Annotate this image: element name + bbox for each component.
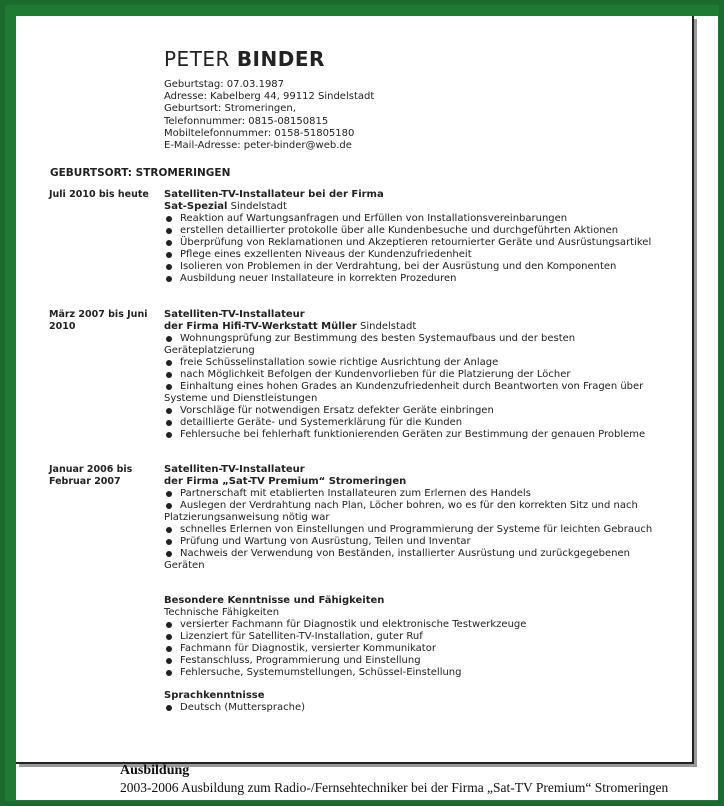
skills-heading: Besondere Kenntnisse und Fähigkeiten	[164, 595, 385, 606]
list-item: Ausbildung neuer Installateure in korrekten Prozeduren	[164, 273, 654, 285]
first-name: PETER	[164, 47, 230, 71]
resume-sheet	[16, 16, 694, 764]
list-item: Fachmann für Diagnostik, versierter Kommunikator	[164, 643, 654, 655]
job-body	[164, 309, 654, 441]
contact-phone: Telefonnummer: 0815-08150815	[164, 115, 329, 127]
list-item: erstellen detaillierter protokolle über alle Kundenbesuche und durchgeführten Aktionen	[164, 225, 654, 237]
job-date: Juli 2010 bis heute	[49, 189, 149, 200]
skills-subheading: Technische Fähigkeiten	[164, 607, 280, 618]
list-item: Vorschläge für notwendigen Ersatz defekter Geräte einbringen	[164, 405, 654, 417]
list-item: Auslegen der Verdrahtung nach Plan, Löcher bohren, wo es für den korrekten Sitz und nach Platzierungsanweisung nötig war	[164, 500, 654, 524]
list-item: Reaktion auf Wartungsanfragen und Erfüllen von Installationsvereinbarungen	[164, 213, 654, 225]
job-date: März 2007 bis Juni 2010	[49, 309, 148, 332]
contact-address: Adresse: Kabelberg 44, 99112 Sindelstadt	[164, 91, 375, 103]
section-heading: GEBURTSORT: STROMERINGEN	[50, 167, 231, 179]
list-item: Partnerschaft mit etablierten Installateuren zum Erlernen des Handels	[164, 488, 654, 500]
last-name: BINDER	[236, 47, 325, 71]
list-item: Wohnungsprüfung zur Bestimmung des besten Systemaufbaus und der besten Geräteplatzierung	[164, 333, 654, 357]
languages-heading: Sprachkenntnisse	[164, 690, 265, 701]
list-item: Prüfung und Wartung von Ausrüstung, Teilen und Inventar	[164, 536, 654, 548]
list-item: Festanschluss, Programmierung und Einstellung	[164, 655, 654, 667]
job-date: Januar 2006 bis Februar 2007	[49, 464, 133, 487]
languages-body	[164, 690, 654, 714]
company-city: Sindelstadt	[227, 201, 287, 212]
resume-name	[164, 47, 325, 71]
list-item: Fehlersuche, Systemumstellungen, Schüssel-Einstellung	[164, 667, 654, 679]
company-name: der Firma Hifi-TV-Werkstatt Müller	[164, 321, 357, 332]
company-name: der Firma „Sat-TV Premium“ Stromeringen	[164, 476, 407, 487]
list-item: Lizenziert für Satelliten-TV-Installation, guter Ruf	[164, 631, 654, 643]
company-city: Sindelstadt	[356, 321, 417, 332]
education-heading: Ausbildung	[120, 763, 190, 778]
education-line: 2003-2006 Ausbildung zum Radio-/Fernsehtechniker bei der Firma „Sat-TV Premium“ Stromeringen	[120, 780, 669, 795]
list-item: Einhaltung eines hohen Grades an Kundenzufriedenheit durch Beantworten von Fragen über Systeme und Dienstleistungen	[164, 381, 654, 405]
contact-block	[164, 79, 374, 152]
list-item: detaillierte Geräte- und Systemerklärung für die Kunden	[164, 417, 654, 429]
document-page	[16, 16, 718, 800]
job-company	[164, 201, 654, 213]
job-company	[164, 476, 654, 488]
contact-birthplace: Geburtsort: Stromeringen,	[164, 103, 296, 115]
list-item: versierter Fachmann für Diagnostik und elektronische Testwerkzeuge	[164, 619, 654, 631]
contact-email: E-Mail-Adresse: peter-binder@web.de	[164, 140, 352, 152]
languages-bullets	[164, 702, 654, 714]
skills-body	[164, 595, 654, 679]
job-title: Satelliten-TV-Installateur	[164, 309, 305, 320]
job-body	[164, 464, 654, 572]
list-item: Pflege eines exzellenten Niveaus der Kundenzufriedenheit	[164, 249, 654, 261]
job-title: Satelliten-TV-Installateur	[164, 464, 305, 475]
job-body	[164, 189, 654, 285]
contact-birthday: Geburtstag: 07.03.1987	[164, 79, 285, 90]
list-item: Nachweis der Verwendung von Beständen, installierter Ausrüstung und zurückgegebenen Geräten	[164, 548, 654, 572]
job-bullets	[164, 213, 654, 285]
list-item: Überprüfung von Reklamationen und Akzeptieren retournierter Geräte und Ausrüstungsartikel	[164, 237, 654, 249]
job-bullets	[164, 488, 654, 572]
job-bullets	[164, 333, 654, 441]
job-company	[164, 321, 654, 333]
list-item: schnelles Erlernen von Einstellungen und Programmierung der Systeme für leichten Gebrauch	[164, 524, 654, 536]
page-frame	[5, 5, 719, 801]
company-name: Sat-Spezial	[164, 201, 228, 212]
skills-bullets	[164, 619, 654, 679]
list-item: nach Möglichkeit Befolgen der Kundenvorlieben für die Platzierung der Löcher	[164, 369, 654, 381]
list-item: Isolieren von Problemen in der Verdrahtung, bei der Ausrüstung und den Komponenten	[164, 261, 654, 273]
job-title: Satelliten-TV-Installateur bei der Firma	[164, 189, 384, 200]
list-item: freie Schüsselinstallation sowie richtige Ausrichtung der Anlage	[164, 357, 654, 369]
list-item: Fehlersuche bei fehlerhaft funktionierenden Geräten zur Bestimmung der genauen Probleme	[164, 429, 654, 441]
education-section	[120, 762, 718, 797]
list-item: Deutsch (Muttersprache)	[164, 702, 654, 714]
contact-mobile: Mobiltelefonnummer: 0158-51805180	[164, 127, 355, 139]
